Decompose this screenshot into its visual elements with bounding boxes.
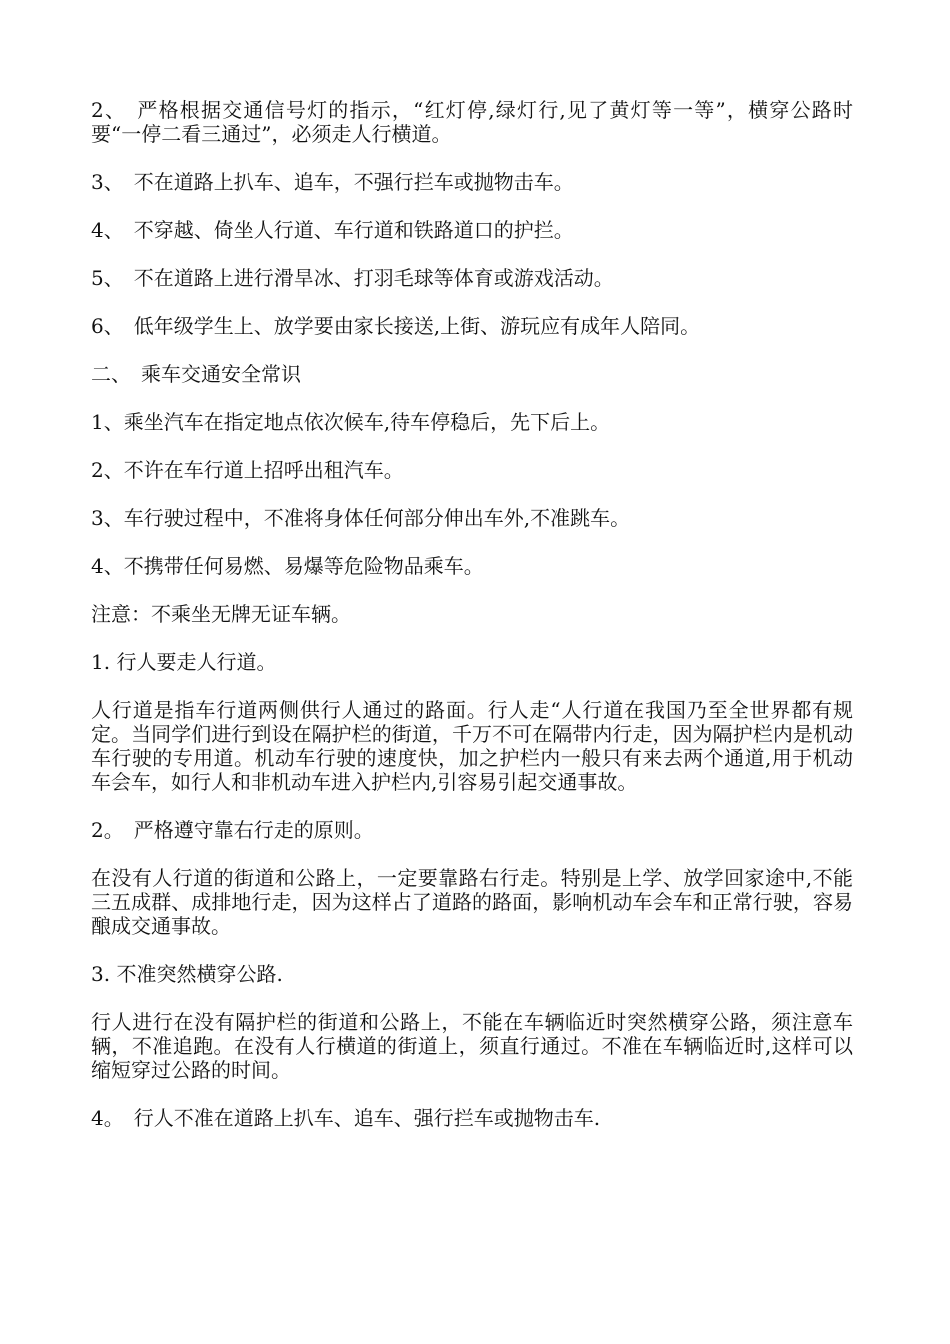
- rule-6-parent-escort: 6、 低年级学生上、放学要由家长接送,上街、游玩应有成年人陪同。: [91, 314, 701, 338]
- riding-rule-4: 4、不携带任何易燃、易爆等危险物品乘车。: [91, 554, 484, 578]
- walking-heading-2: 2。 严格遵守靠右行走的原则。: [91, 818, 374, 842]
- walking-body-1: 人行道是指车行道两侧供行人通过的路面。行人走“人行道在我国乃至全世界都有规定。当同学们进行到设在隔护栏的街道，千万不可在隔带内行走，因为隔护栏内是机动车行驶的专用道。机动车行驶的速度快，加之护栏内一般只有来去两个通道,用于机动车会车，如行人和非机动车进入护栏内,引容易引起交通事故。: [91, 698, 853, 794]
- walking-body-2: 在没有人行道的街道和公路上，一定要靠路右行走。特别是上学、放学回家途中,不能三五成群、成排地行走，因为这样占了道路的路面，影响机动车会车和正常行驶，容易酿成交通事故。: [91, 866, 853, 938]
- walking-heading-3: 3. 不准突然横穿公路.: [91, 962, 283, 986]
- riding-rule-2: 2、不许在车行道上招呼出租汽车。: [91, 458, 404, 482]
- rule-3-no-climbing-cars: 3、 不在道路上扒车、追车，不强行拦车或抛物击车。: [91, 170, 574, 194]
- riding-note: 注意：不乘坐无牌无证车辆。: [91, 602, 351, 626]
- riding-rule-1: 1、乘坐汽车在指定地点依次候车,待车停稳后，先下后上。: [91, 410, 611, 434]
- rule-5-no-games-on-road: 5、 不在道路上进行滑旱冰、打羽毛球等体育或游戏活动。: [91, 266, 614, 290]
- riding-rule-3: 3、车行驶过程中，不准将身体任何部分伸出车外,不准跳车。: [91, 506, 631, 530]
- section-heading-riding-safety: 二、 乘车交通安全常识: [91, 362, 301, 386]
- document-page: [91, 98, 853, 1154]
- walking-body-3: 行人进行在没有隔护栏的街道和公路上，不能在车辆临近时突然横穿公路，须注意车辆，不准追跑。在没有人行横道的街道上，须直行通过。不准在车辆临近时,这样可以缩短穿过公路的时间。: [91, 1010, 853, 1082]
- walking-heading-1: 1. 行人要走人行道。: [91, 650, 277, 674]
- walking-heading-4: 4。 行人不准在道路上扒车、追车、强行拦车或抛物击车.: [91, 1106, 601, 1130]
- rule-4-no-crossing-rails: 4、 不穿越、倚坐人行道、车行道和铁路道口的护拦。: [91, 218, 574, 242]
- rule-2-traffic-lights: 2、 严格根据交通信号灯的指示，“红灯停,绿灯行,见了黄灯等一等”，横穿公路时要“一停二看三通过”，必须走人行横道。: [91, 98, 853, 146]
